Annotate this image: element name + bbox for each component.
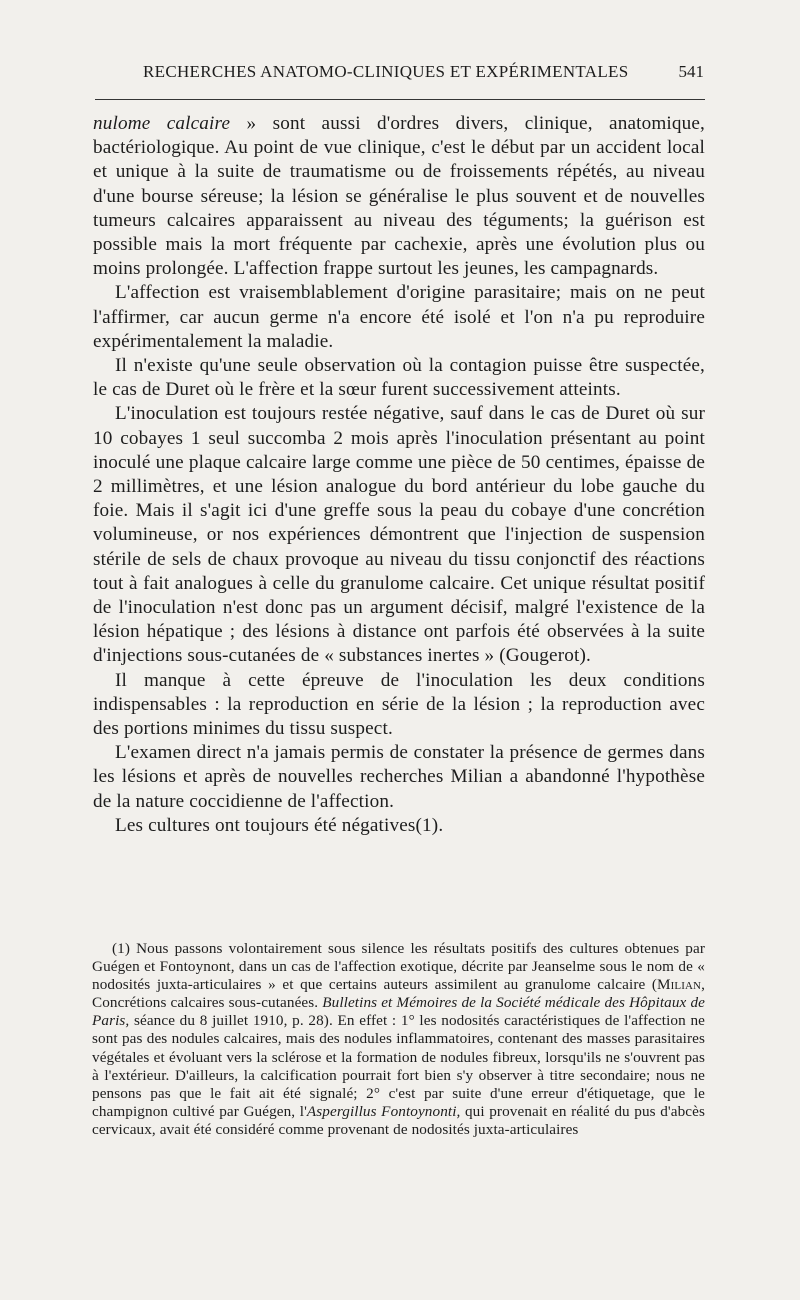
page-header <box>95 62 707 88</box>
cited-author: Milian <box>657 976 702 994</box>
journal-title: Bulletins et Mémoires de la Société médicale des Hôpitaux de Paris, <box>92 994 705 1030</box>
footnote <box>92 940 705 1139</box>
paragraph-2: L'affection est vraisemblablement d'origine parasitaire; mais on ne peut l'affirmer, car aucun germe n'a encore été isolé et l'on n'a pu reproduire expérimentalement la maladie. <box>93 282 705 352</box>
main-text <box>93 112 705 838</box>
paragraph-1-text: » sont aussi d'ordres divers, clinique, anatomique, bactériologique. Au point de vue clinique, c'est le début par un accident local et unique à la suite de traumatisme ou de froissements répétés, au niveau d'une bourse séreuse; la lésion se généralise le plus souvent et de nouvelles tumeurs calcaires apparaissent au niveau des téguments; la guérison est possible mais la mort fréquente par cachexie, après une évolution plus ou moins prolongée. L'affection frappe surtout les jeunes, les campagnards. <box>93 113 705 280</box>
header-divider <box>95 99 705 100</box>
italic-fragment: nulome calcaire <box>93 113 231 134</box>
footnote-text-1: (1) Nous passons volontairement sous silence les résultats positifs des cultures obtenues par Guégen et Fontoynont, dans un cas de l'affection exotique, décrite par Jeanselme sous le nom de « nodosités juxta-articulaires » et que certains auteurs assimilent au granulome calcaire ( <box>92 940 705 994</box>
paragraph-3: Il n'existe qu'une seule observation où la contagion puisse être suspectée, le cas de Duret où le frère et la sœur furent successivement atteints. <box>93 355 705 401</box>
paragraph-6: L'examen direct n'a jamais permis de constater la présence de germes dans les lésions et après de nouvelles recherches Milian a abandonné l'hypothèse de la nature coccidienne de l'affection. <box>93 742 705 812</box>
paragraph-4: L'inoculation est toujours restée négative, sauf dans le cas de Duret où sur 10 cobayes 1 seul succomba 2 mois après l'inoculation présentant au point inoculé une plaque calcaire large comme une pièce de 50 centimes, épaisse de 2 millimètres, et une lésion analogue du bord antérieur du lobe gauche du foie. Mais il s'agit ici d'une greffe sous la peau du cobaye d'une concrétion volumineuse, or nos expériences démontrent que l'injection de suspension stérile de sels de chaux provoque au niveau du tissu conjonctif des réactions tout à fait analogues à celle du granulome calcaire. Cet unique résultat positif de l'inoculation n'est donc pas un argument décisif, malgré l'existence de la lésion hépatique ; des lésions à distance ont parfois été observées à la suite d'injections sous-cutanées de « substances inertes » (Gougerot). <box>93 403 705 667</box>
footnote-text-4: qui provenait en réalité du pus d'abcès cervicaux, avait été considéré comme provenant de nodosités juxta-articulaires <box>92 1102 705 1138</box>
footnote-text-2: , Concrétions calcaires sous-cutanées. <box>92 976 705 1012</box>
paragraph-7: Les cultures ont toujours été négatives(1). <box>115 814 444 836</box>
paragraph-5: Il manque à cette épreuve de l'inoculation les deux conditions indispensables : la reproduction en série de la lésion ; la reproduction avec des portions minimes du tissu suspect. <box>93 669 705 740</box>
footnote-text-3: séance du 8 juillet 1910, p. 28). En effet : 1° les nodosités caractéristiques de l'affection ne sont pas des nodules calcaires, mais des nodules inflammatoires, contenant des masses parasitaires végétales et évoluant vers la sclérose et la formation de nodules fibreux, lorsqu'ils ne s'ouvrent pas à l'extérieur. D'ailleurs, la calcification pourrait fort bien s'y observer à titre secondaire; nous ne pensons pas que le fait ait été signalé; 2° c'est par suite d'une erreur d'étiquetage, que le champignon cultivé par Guégen, l' <box>92 1012 705 1120</box>
footnote-paragraph <box>92 940 705 1139</box>
running-title: RECHERCHES ANATOMO-CLINIQUES ET EXPÉRIMENTALES <box>143 62 629 81</box>
page-number: 541 <box>678 62 704 81</box>
species-name: Aspergillus Fontoynonti, <box>306 1102 461 1120</box>
paragraph-1 <box>93 112 705 281</box>
